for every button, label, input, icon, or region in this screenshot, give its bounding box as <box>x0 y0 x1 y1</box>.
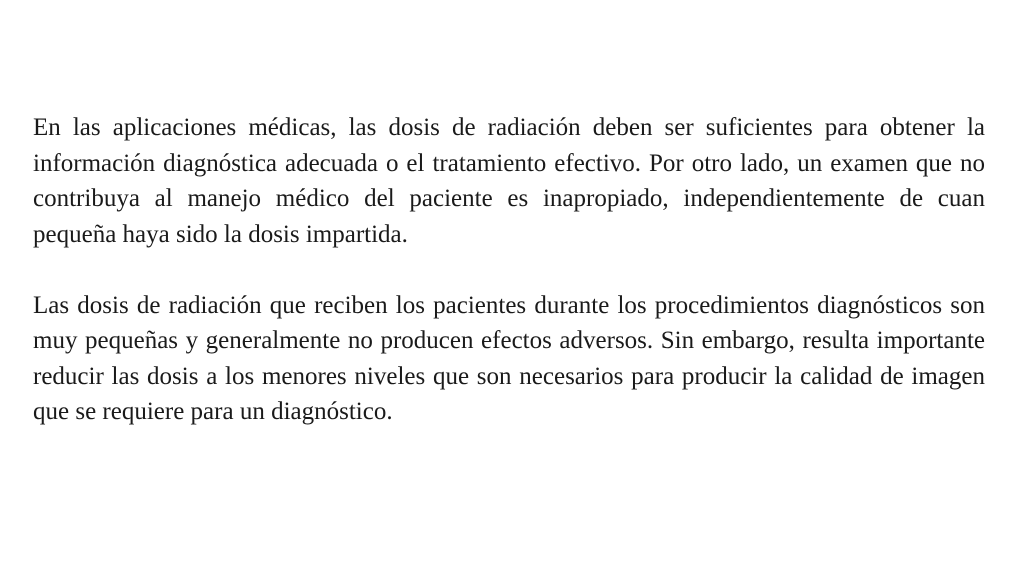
paragraph-radiation-doses-medical: En las aplicaciones médicas, las dosis de radiación deben ser suficientes para obtener la información diagnóstica adecuada o el tratamiento efectivo. Por otro lado, un examen que no contribuya al manejo médico del paciente es inapropiado, independientemente de cuan pequeña haya sido la dosis impartida. <box>33 114 985 248</box>
paragraph-radiation-doses-diagnostic: Las dosis de radiación que reciben los pacientes durante los procedimientos diagnósticos son muy pequeñas y generalmente no producen efectos adversos. Sin embargo, resulta importante reducir las dosis a los menores niveles que son necesarios para producir la calidad de imagen que se requiere para un diagnóstico. <box>33 291 985 425</box>
text-block <box>33 110 985 430</box>
